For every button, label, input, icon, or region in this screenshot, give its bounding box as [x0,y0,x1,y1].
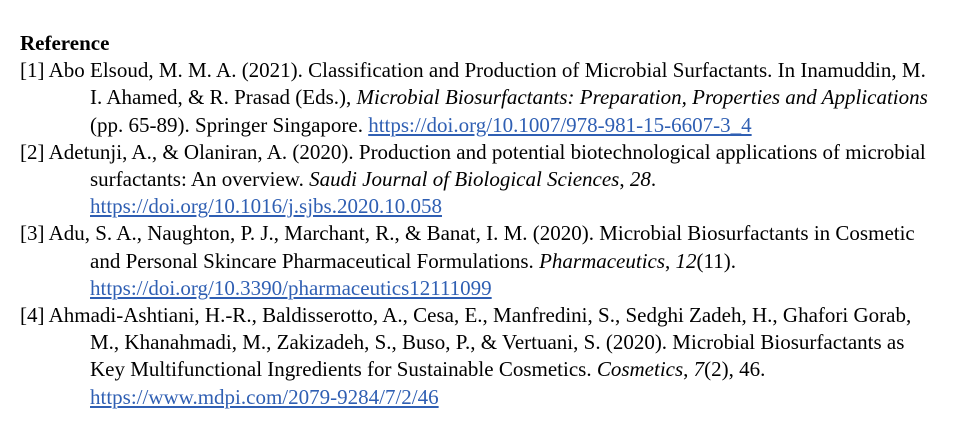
reference-text: Adu, S. A., Naughton, P. J., Marchant, R., & Banat, I. M. (2020). Microbial Biosurfactants in Cosmetic and Personal Skincare Pharmaceutical Formulations. [44,221,915,273]
reference-text: (11). [696,248,737,273]
reference-doi-link[interactable]: https://doi.org/10.1007/978-981-15-6607-3_4 [368,112,752,137]
reference-text: Abo Elsoud, M. M. A. (2021). Classification and Production of Microbial Surfactants. In Inamuddin, M. I. Ahamed, & R. Prasad (Eds.), [44,58,926,110]
reference-volume: 28 [629,167,651,192]
reference-text: Adetunji, A., & Olaniran, A. (2020). Production and potential biotechnological applications of microbial surfactants: An overview. [44,139,926,192]
reference-number: [4] [20,303,45,328]
reference-url-link[interactable]: https://www.mdpi.com/2079-9284/7/2/46 [90,384,439,409]
reference-doi-link[interactable]: https://doi.org/10.3390/pharmaceutics12111099 [90,275,492,300]
reference-text: Ahmadi-Ashtiani, H.-R., Baldisserotto, A., Cesa, E., Manfredini, S., Sedghi Zadeh, H., Ghafori Gorab, M., Khanahmadi, M., Zakizadeh, S., Buso, P., & Vertuani, S. (2020). Microbial Biosurfactants as Key Multifunctional Ingredients for Sustainable Cosmetics. [44,303,912,382]
reference-journal-title: Pharmaceutics [539,248,666,273]
reference-text: . [650,167,657,192]
reference-text: , [683,357,694,382]
reference-text: (2), 46. [704,357,766,382]
reference-doi-link[interactable]: https://doi.org/10.1016/j.sjbs.2020.10.058 [90,194,442,219]
reference-number: [3] [20,221,45,246]
reference-text: , [619,167,630,192]
reference-journal-title: Saudi Journal of Biological Sciences [309,167,620,192]
reference-number: [2] [20,139,45,164]
reference-text: , [665,248,676,273]
reference-volume: 7 [693,357,705,382]
reference-number: [1] [20,58,45,83]
reference-item-1 [20,57,940,139]
reference-book-title: Microbial Biosurfactants: Preparation, Properties and Applications [356,85,928,110]
reference-heading: Reference [20,31,110,55]
reference-item-4 [20,302,940,411]
reference-item-3 [20,220,940,302]
reference-text: (pp. 65-89). Springer Singapore. [90,112,369,137]
reference-item-2 [20,139,940,221]
reference-volume: 12 [675,248,697,273]
reference-journal-title: Cosmetics [596,357,684,382]
